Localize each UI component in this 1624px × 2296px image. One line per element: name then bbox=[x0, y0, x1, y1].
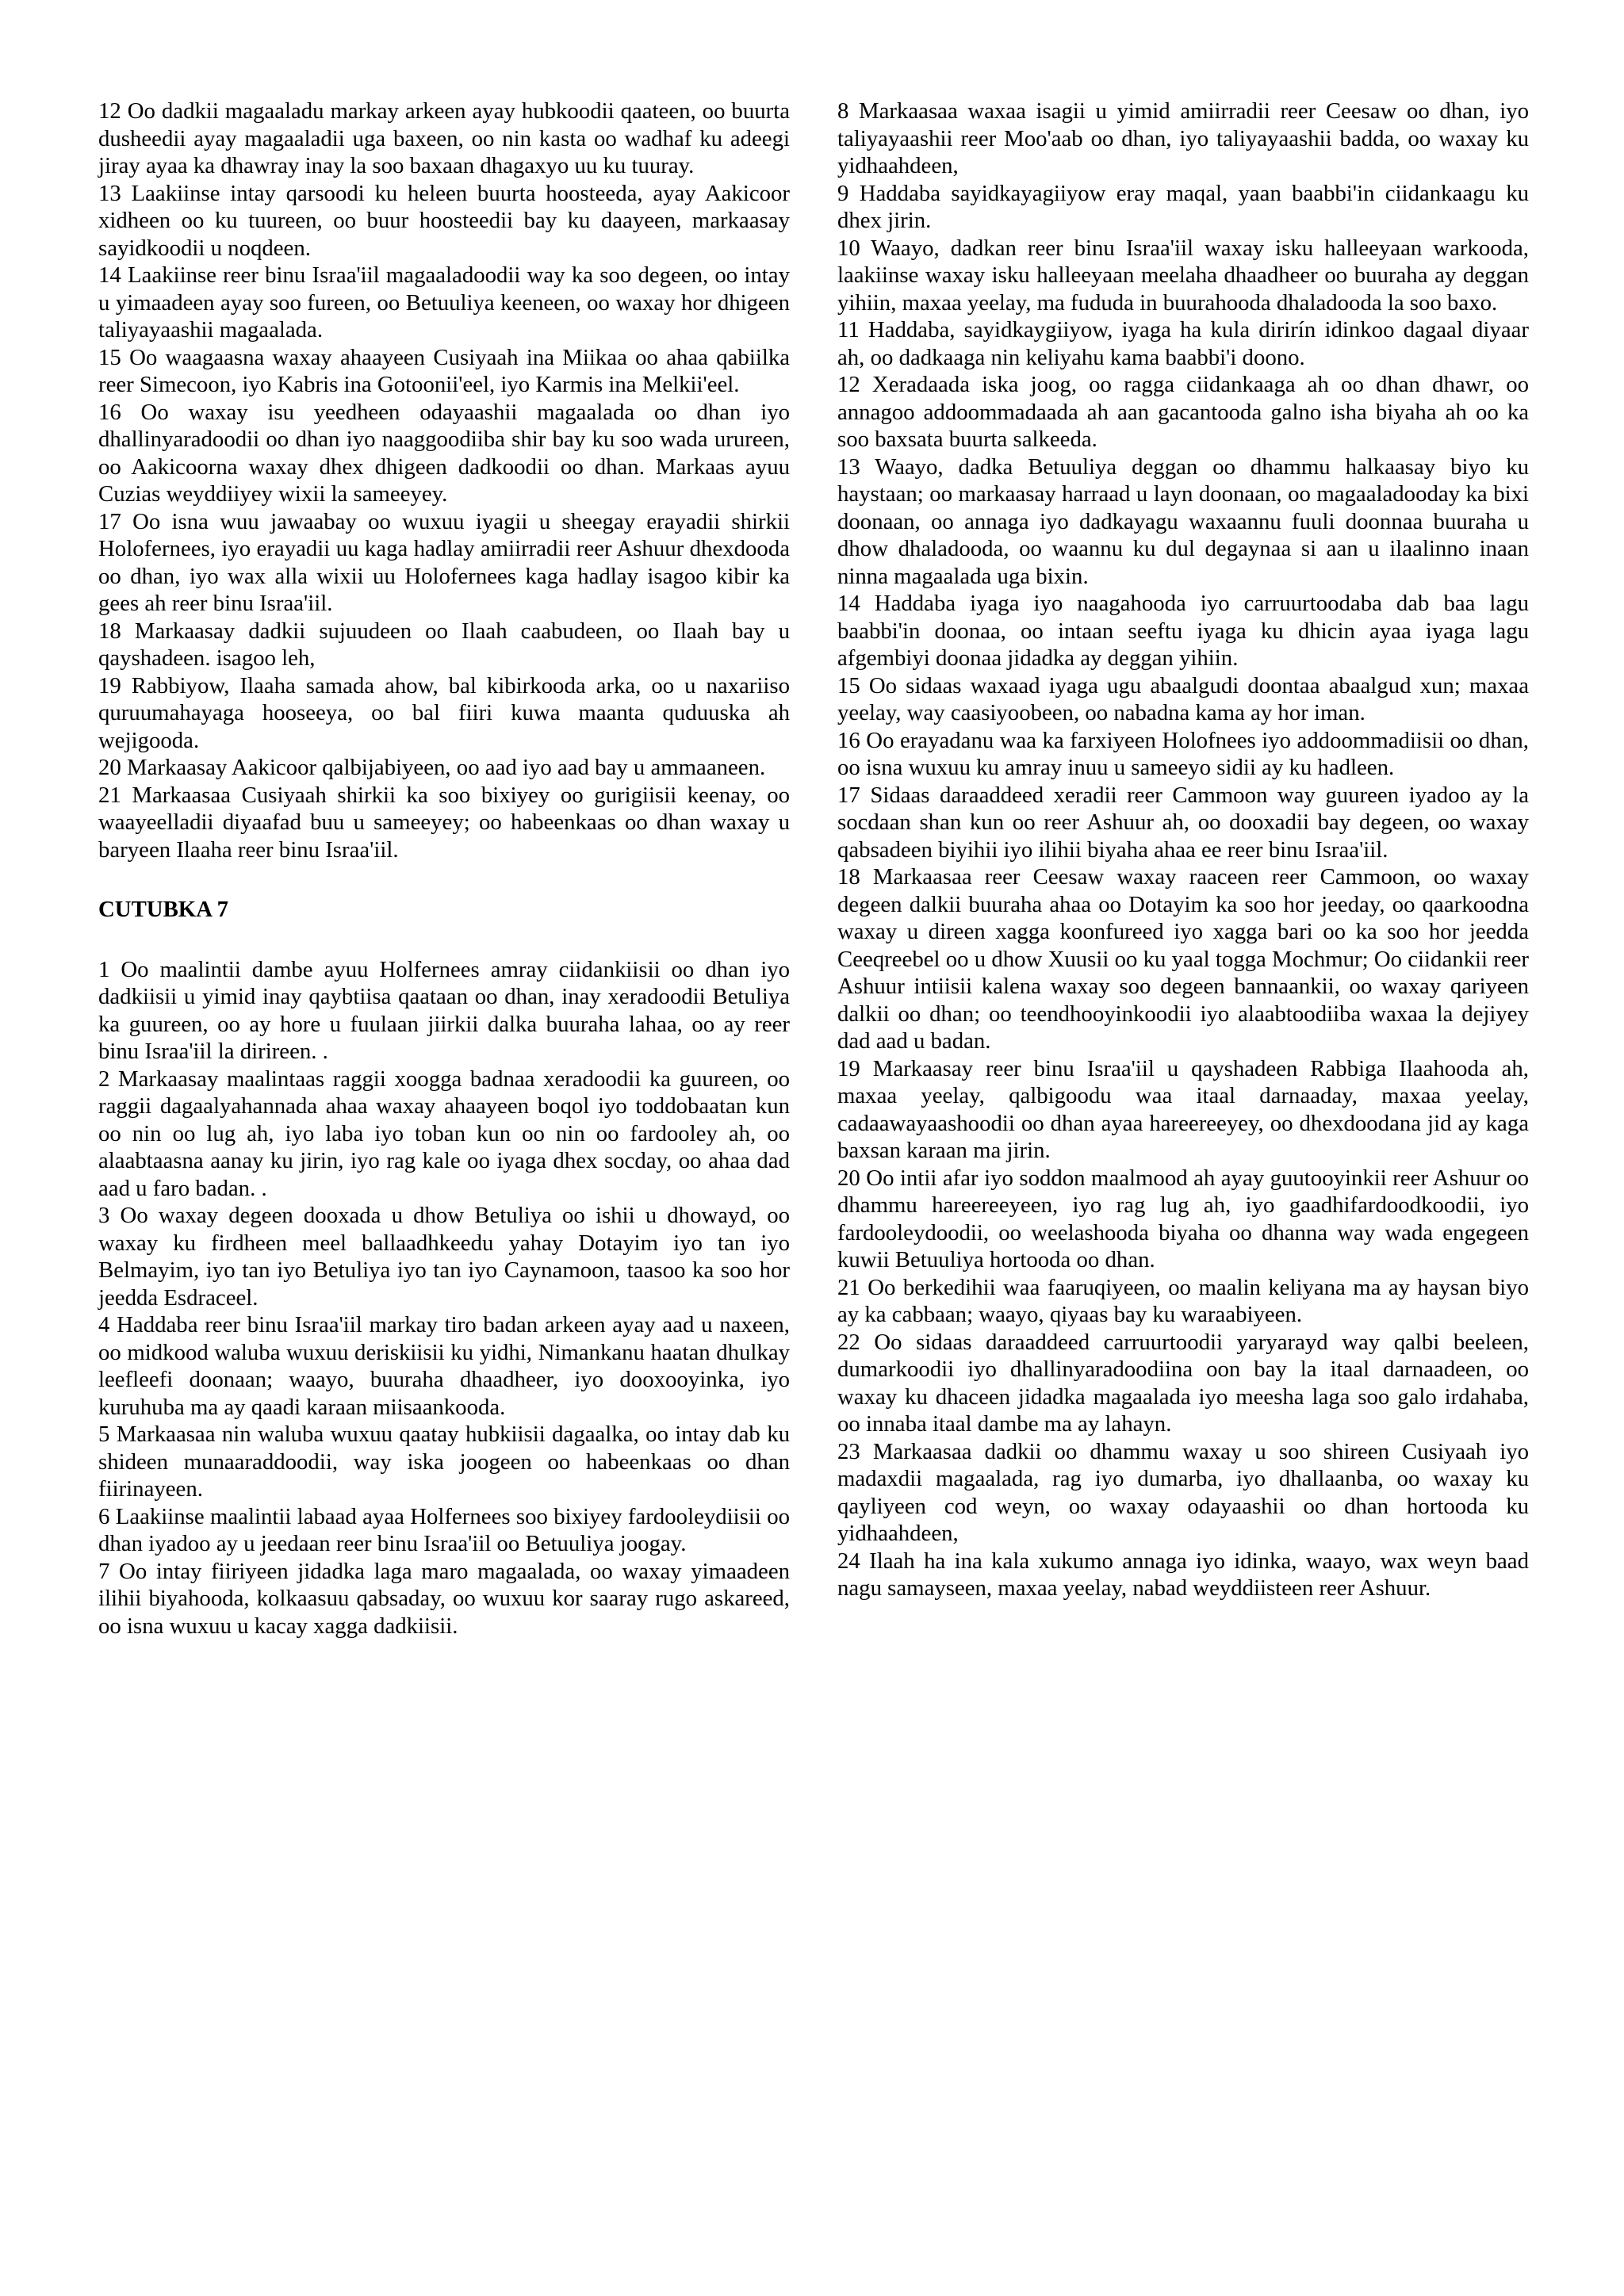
verse: 13 Laakiinse intay qarsoodi ku heleen buurta hoosteeda, ayay Aakicoor xidheen oo ku tuureen, oo buur hoosteedii bay ku daayeen, markaasay sayidkoodii u noqdeen. bbox=[98, 180, 790, 261]
verse: 7 Oo intay fiiriyeen jidadka laga maro magaalada, oo waxay yimaadeen ilihii biyahooda, kolkaasuu qabsaday, oo wuxuu kor saaray rugo askareed, oo isna wuxuu u kacay xagga dadkiisii. bbox=[98, 1558, 790, 1639]
two-column-layout bbox=[98, 98, 1529, 1640]
verse: 9 Haddaba sayidkayagiiyow eray maqal, yaan baabbi'in ciidankaagu ku dhex jirin. bbox=[837, 180, 1529, 233]
chapter-heading: CUTUBKA 7 bbox=[98, 897, 229, 922]
verse: 8 Markaasaa waxaa isagii u yimid amiirradii reer Ceesaw oo dhan, iyo taliyayaashii reer Moo'aab oo dhan, iyo taliyayaashii badda, oo waxay ku yidhaahdeen, bbox=[837, 98, 1529, 178]
verse: 20 Oo intii afar iyo soddon maalmood ah ayay guutooyinkii reer Ashuur oo dhammu hareereeyeen, iyo rag lug ah, iyo gaadhifardoodkoodii, iyo fardooleydoodii, oo weelashooda biyaha oo dhanna way wada engegeen kuwii Betuuliya hortooda oo dhan. bbox=[837, 1165, 1529, 1272]
verse: 21 Oo berkedihii waa faaruqiyeen, oo maalin keliyana ma ay haysan biyo ay ka cabbaan; waayo, qiyaas bay ku waraabiyeen. bbox=[837, 1274, 1529, 1327]
verse: 17 Oo isna wuu jawaabay oo wuxuu iyagii u sheegay erayadii shirkii Holofernees, iyo erayadii uu kaga hadlay amiirradii reer Ashuur dhexdooda oo dhan, iyo wax alla wixii uu Holofernees kaga hadlay isagoo kibir ka gees ah reer binu Israa'iil. bbox=[98, 508, 790, 616]
verse: 18 Markaasay dadkii sujuudeen oo Ilaah caabudeen, oo Ilaah bay u qayshadeen. isagoo leh, bbox=[98, 618, 790, 671]
verse: 3 Oo waxay degeen dooxada u dhow Betuliya oo ishii u dhowayd, oo waxay ku firdheen meel ballaadhkeedu yahay Dotayim iyo tan iyo Belmayim, iyo tan iyo Betuliya iyo tan iyo Caynamoon, taasoo ka soo hor jeedda Esdraceel. bbox=[98, 1203, 790, 1311]
verse: 18 Markaasaa reer Ceesaw waxay raaceen reer Cammoon, oo waxay degeen dalkii buuraha ahaa oo Dotayim ka soo hor jeeday, oo qaarkoodna waxay u direen xagga koonfureed iyo xagga bari oo ka soo hor jeedda Ceeqreebel oo u dhow Xuusii oo ku yaal togga Mochmur; Oo ciidankii reer Ashuur intiisii kalena waxay soo degeen bannaankii, oo waxay qariyeen dalkii oo dhan; oo teendhooyinkoodii iyo alaabtoodiiba waxaa la dejiyey dad aad u badan. bbox=[837, 864, 1529, 1054]
verse: 14 Haddaba iyaga iyo naagahooda iyo carruurtoodaba dab baa lagu baabbi'in doonaa, oo intaan seeftu iyaga ku dhicin ayaa iyaga lagu afgembiyi doonaa jidadka ay deggan yihiin. bbox=[837, 591, 1529, 671]
verse: 14 Laakiinse reer binu Israa'iil magaaladoodii way ka soo degeen, oo intay u yimaadeen ayay soo fureen, oo Betuuliya keeneen, oo waxay hor dhigeen taliyayaashii magaalada. bbox=[98, 262, 790, 342]
verse: 6 Laakiinse maalintii labaad ayaa Holfernees soo bixiyey fardooleydiisii oo dhan iyadoo ay u jeedaan reer binu Israa'iil oo Betuuliya joogay. bbox=[98, 1503, 790, 1556]
verse: 16 Oo waxay isu yeedheen odayaashii magaalada oo dhan iyo dhallinyaradoodii oo dhan iyo naaggoodiiba shir bay ku soo wada urureen, oo Aakicoorna waxay dhex dhigeen dadkoodii oo dhan. Markaas ayuu Cuzias weyddiiyey wixii la sameeyey. bbox=[98, 399, 790, 507]
verse: 15 Oo waagaasna waxay ahaayeen Cusiyaah ina Miikaa oo ahaa qabiilka reer Simecoon, iyo Kabris ina Gotoonii'eel, iyo Karmis ina Melkii'eel. bbox=[98, 344, 790, 397]
verse: 16 Oo erayadanu waa ka farxiyeen Holofnees iyo addoommadiisii oo dhan, oo isna wuxuu ku amray inuu u sameeyo sidii ay ku hadleen. bbox=[837, 727, 1529, 780]
verse: 2 Markaasay maalintaas raggii xoogga badnaa xeradoodii ka guureen, oo raggii dagaalyahannada ahaa waxay ahaayeen boqol iyo toddobaatan kun oo nin oo lug ah, iyo laba iyo toban kun oo nin oo fardooley ah, oo alaabtaasna aanay ku jirin, iyo rag kale oo iyaga dhex socday, oo ahaa dad aad u faro badan. . bbox=[98, 1066, 790, 1201]
verse: 1 Oo maalintii dambe ayuu Holfernees amray ciidankiisii oo dhan iyo dadkiisii u yimid inay qaybtiisa qaataan oo dhan, inay xeradoodii Betuliya ka guureen, oo ay hore u fuulaan jiirkii dalka buuraha lahaa, oo ay reer binu Israa'iil la dirireen. . bbox=[98, 956, 790, 1064]
verse: 4 Haddaba reer binu Israa'iil markay tiro badan arkeen ayay aad u naxeen, oo midkood waluba wuxuu deriskiisii ku yidhi, Nimankanu haatan dhulkay leefleefi doonaan; waayo, buuraha dhaadheer, iyo dooxooyinka, iyo kuruhuba ma ay qaadi karaan miisaankooda. bbox=[98, 1312, 790, 1420]
verse: 12 Xeradaada iska joog, oo ragga ciidankaaga ah oo dhan dhawr, oo annagoo addoommadaada ah aan gacantooda galno isha biyaha ah oo ka soo baxsata buurta salkeeda. bbox=[837, 372, 1529, 452]
verse: 21 Markaasaa Cusiyaah shirkii ka soo bixiyey oo gurigiisii keenay, oo waayeelladii diyaafad buu u sameeyey; oo habeenkaas oo dhan waxay u baryeen Ilaaha reer binu Israa'iil. bbox=[98, 782, 790, 863]
verse: 10 Waayo, dadkan reer binu Israa'iil waxay isku halleeyaan warkooda, laakiinse waxay isku halleeyaan meelaha dhaadheer oo buuraha ay deggan yihiin, maxaa yeelay, ma fududa in buurahooda dhaladooda la soo baxo. bbox=[837, 235, 1529, 316]
verse: 20 Markaasay Aakicoor qalbijabiyeen, oo aad iyo aad bay u ammaaneen. bbox=[98, 755, 766, 780]
verse: 24 Ilaah ha ina kala xukumo annaga iyo idinka, waayo, wax weyn baad nagu samayseen, maxaa yeelay, nabad weyddiisteen reer Ashuur. bbox=[837, 1548, 1529, 1601]
verse: 13 Waayo, dadka Betuuliya deggan oo dhammu halkaasay biyo ku haystaan; oo markaasay harraad u layn doonaan, oo magaaladooday ka bixi doonaan, oo annaga iyo dadkayagu waxaannu fuuli doonnaa buuraha u dhow dhaladooda, oo waannu ku dul degaynaa si aan u ilaalinno inaan ninna magaalada uga bixin. bbox=[837, 453, 1529, 589]
verse: 12 Oo dadkii magaaladu markay arkeen ayay hubkoodii qaateen, oo buurta dusheedii ayay magaaladii uga baxeen, oo nin kasta oo wadhaf ku adeegi jiray ayaa ka dhawray inay la soo baxaan dhagaxyo uu ku tuuray. bbox=[98, 98, 790, 178]
verse: 15 Oo sidaas waxaad iyaga ugu abaalgudi doontaa abaalgud xun; maxaa yeelay, way caasiyoobeen, oo nabadna kama ay hor iman. bbox=[837, 672, 1529, 725]
verse: 19 Markaasay reer binu Israa'iil u qayshadeen Rabbiga Ilaahooda ah, maxaa yeelay, qalbigoodu waa itaal darnaaday, maxaa yeelay, cadaawayaashoodii oo dhan ayaa hareereeyey, oo dhexdoodana jid ay kaga baxsan karaan ma jirin. bbox=[837, 1055, 1529, 1163]
verse: 11 Haddaba, sayidkaygiiyow, iyaga ha kula dirirín idinkoo dagaal diyaar ah, oo dadkaaga nin keliyahu kama baabbi'i doono. bbox=[837, 317, 1529, 370]
left-column bbox=[98, 98, 790, 1640]
verse: 5 Markaasaa nin waluba wuxuu qaatay hubkiisii dagaalka, oo intay dab ku shideen munaaraddoodii, way iska joogeen oo habeenkaas oo dhan fiirinayeen. bbox=[98, 1422, 790, 1502]
verse: 19 Rabbiyow, Ilaaha samada ahow, bal kibirkooda arka, oo u naxariiso quruumahayaga hooseeya, oo bal fiiri kuwa maanta quduuska ah wejigooda. bbox=[98, 672, 790, 753]
verse: 23 Markaasaa dadkii oo dhammu waxay u soo shireen Cusiyaah iyo madaxdii magaalada, rag iyo dumarba, iyo dhallaanba, oo waxay ku qayliyeen cod weyn, oo waxay odayaashii oo dhan hortooda ku yidhaahdeen, bbox=[837, 1438, 1529, 1546]
verse: 22 Oo sidaas daraaddeed carruurtoodii yaryarayd way qalbi beeleen, dumarkoodii iyo dhallinyaradoodiina oon bay la itaal darnaadeen, oo waxay ku dhaceen jidadka magaalada iyo meesha laga soo galo irdahaba, oo innaba itaal dambe ma ay lahayn. bbox=[837, 1329, 1529, 1437]
verse: 17 Sidaas daraaddeed xeradii reer Cammoon way guureen iyadoo ay la socdaan shan kun oo reer Ashuur ah, oo dooxadii bay degeen, oo waxay qabsadeen biyihii iyo ilihii biyaha ahaa ee reer binu Israa'iil. bbox=[837, 782, 1529, 863]
right-column bbox=[837, 98, 1529, 1640]
